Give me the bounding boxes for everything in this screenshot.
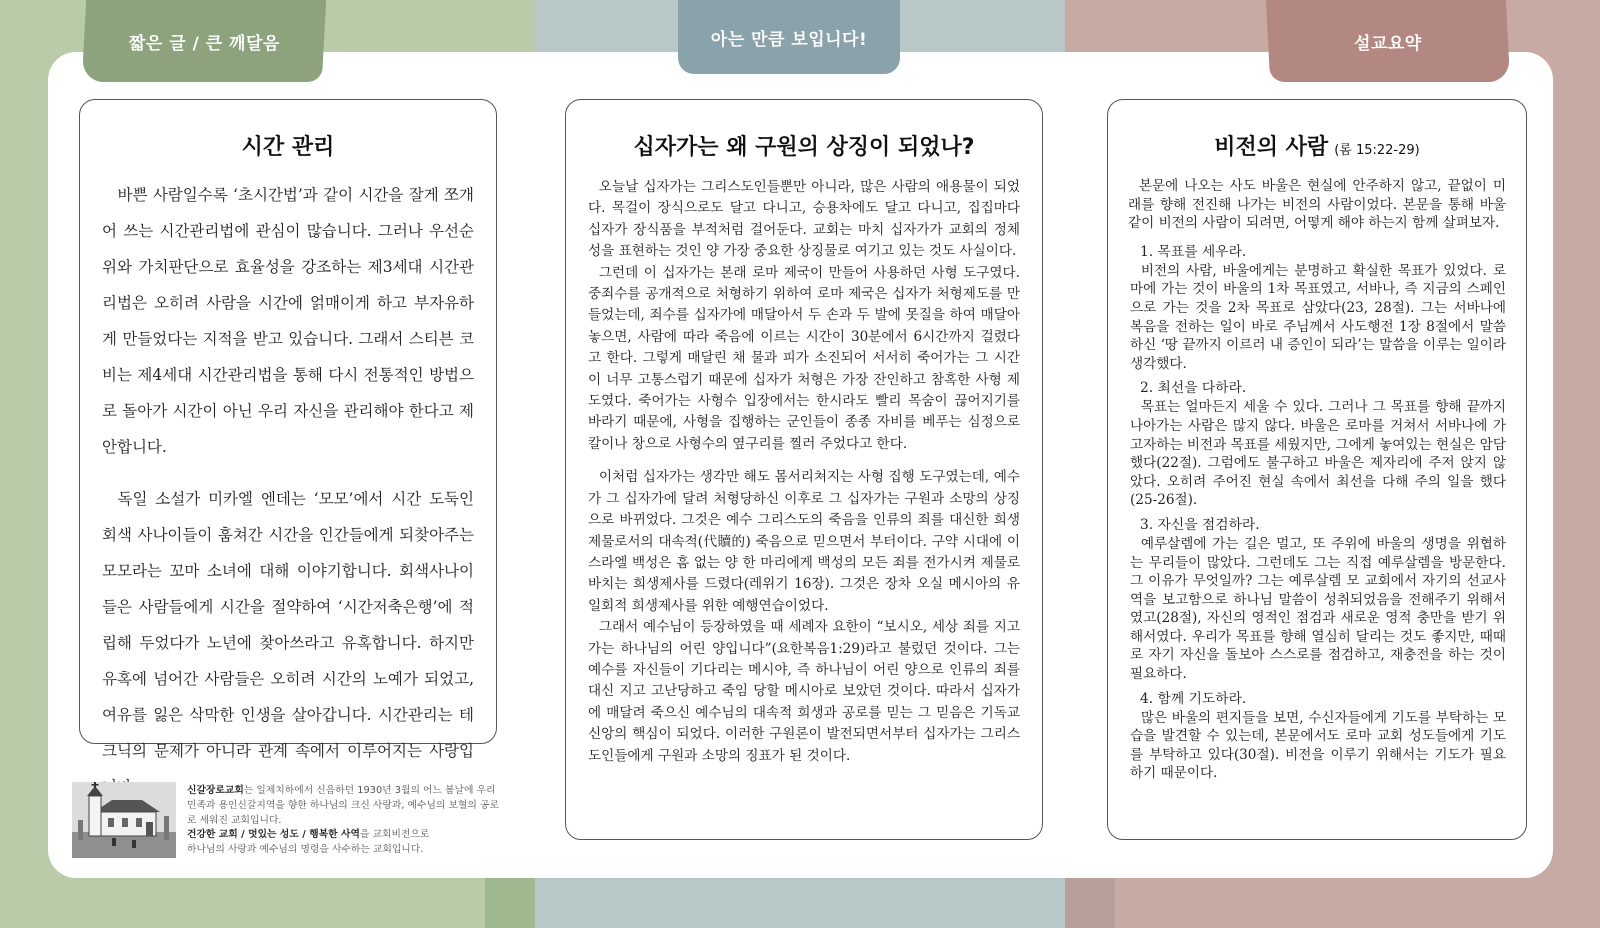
paragraph: 오늘날 십자가는 그리스도인들뿐만 아니라, 많은 사람의 애용물이 되었다. 목걸이 장식으로도 달고 다니고, 승용차에도 달고 다니고, 집집마다 십자가 장식품을 부적처럼 걸어둔다. 교회는 마치 십자가가 교회의 정체성을 표현하는 것인 양 가장 중요한 상징물로 여기고 있는 것도 사실이다.	[588, 179, 1020, 260]
scripture-reference: (롬 15:22-29)	[1334, 143, 1420, 158]
church-closing: 하나님의 사랑과 예수님의 명령을 사수하는 교회입니다.	[187, 844, 424, 856]
church-name: 신갈장로교회	[187, 785, 244, 796]
point-body: 많은 바울의 편지들을 보면, 수신자들에게 기도를 부탁하는 모습을 발견할 수 있는데, 본문에서도 로마 교회 성도들에게 기도를 부탁하고 있다(30절). 비전을 이루기 위해서는 기도가 필요하기 때문이다.	[1130, 709, 1506, 782]
panel-title: 십자가는 왜 구원의 상징이 되었나?	[633, 135, 975, 160]
point-body: 예루살렘에 가는 길은 멀고, 또 주위에 바울의 생명을 위협하는 무리들이 많았다. 그런데도 그는 직접 예루살렘을 방문한다. 그 이유가 무엇일까? 그는 예루살렘 모 교회에서 자기의 선교사역을 보고함으로 하나님 말씀이 성취되었음을 전해주기 위해서였고(28절), 자신의 영적인 점검과 새로운 영적 충만을 받기 위해서였다. 우리가 목표를 향해 열심히 달리는 것도 좋지만, 때때로 자기 자신을 돌보아 스스로를 점검하고, 재충전을 하는 것이 필요하다.	[1130, 535, 1506, 683]
church-motto: 건강한 교회 / 멋있는 성도 / 행복한 사역	[187, 829, 360, 841]
tab-label: 설교요약	[1354, 33, 1422, 54]
point-heading: 3. 자신을 점검하라.	[1140, 516, 1260, 533]
paragraph: 독일 소설가 미카엘 엔데는 ‘모모’에서 시간 도둑인 회색 사나이들이 훔쳐간 시간을 인간들에게 되찾아주는 모모라는 꼬마 소녀에 대해 이야기합니다. 회색사나이들은 사람들에게 시간을 절약하여 ‘시간저축은행’에 적립해 두었다가 노년에 찾아쓰라고 유혹합니다. 하지만 유혹에 넘어간 사람들은 오히려 시간의 노예가 되었고, 여유를 잃은 삭막한 인생을 살아갑니다. 시간관리는 테크닉의 문제가 아니라 관계 속에서 이루어지는 사랑입	[102, 490, 474, 760]
sermon-summary-panel	[1107, 99, 1527, 840]
sermon-intro: 본문에 나오는 사도 바울은 현실에 안주하지 않고, 끝없이 미래를 향해 전진해 나가는 비전의 사람이었다. 본문을 통해 바울같이 비전의 사람이 되려면, 어떻게 해야 하는지 함께 살펴보자.	[1128, 178, 1506, 232]
sermon-title: 비전의 사람	[1214, 135, 1329, 160]
church-history: 는 일제치하에서 신음하던 1930년 3월의 어느 봄날에 우리 민족과 용인신갈지역을 향한 하나님의 크신 사랑과, 예수님의 보혈의 공로로 세워진 교회입니다.	[187, 785, 499, 826]
tab-know-and-see	[678, 0, 900, 74]
tab-label: 아는 만큼 보입니다!	[710, 29, 868, 50]
paragraph: 바쁜 사람일수록 ‘초시간법’과 같이 시간을 잘게 쪼개어 쓰는 시간관리법에 관심이 많습니다. 그러나 우선순위와 가치판단으로 효율성을 강조하는 제3세대 시간관리법은 오히려 사람을 시간에 얽매이게 하고 부자유하게 만들었다는 지적을 받고 있습니다. 그래서 스티븐 코비는 제4세대 시간관리법을 통해 다시 전통적인 방법으로 돌아가 시간이 아닌 우리 자신을 관리해야 한다고 제안합니다.	[102, 186, 474, 456]
background-accent-strip	[1065, 878, 1115, 928]
paragraph-gap	[588, 455, 1020, 467]
paragraph: 그래서 예수님이 등장하였을 때 세례자 요한이 “보시오, 세상 죄를 지고 가는 하나님의 어린 양입니다”(요한복음1:29)라고 불렀던 것이다. 그는 예수를 자신들이 기다리는 메시야, 즉 하나님이 어린 양으로 인류의 죄를 대신 지고 고난당하고 죽임 당할 메시아로 보았던 것이다. 따라서 십자가에 매달려 죽으신 예수님의 대속적 희생과 공로를 믿는 그 믿음은 기독교 신앙의 핵심이 되었다. 이러한 구원론이 발전되면서부터 십자가는 그리스도인들에게 구원과 소망의 징표가 된 것이다.	[588, 619, 1020, 764]
point-body: 비전의 사람, 바울에게는 분명하고 확실한 목표가 있었다. 로마에 가는 것이 바울의 1차 목표였고, 서바나, 즉 지금의 스페인으로 가는 것을 2차 목표로 삼았다(23, 28절). 그는 서바나에 복음을 전하는 일이 바로 주님께서 사도행전 1장 8절에서 말씀하신 ‘땅 끝까지 이르러 내 증인이 되라’는 말씀을 이루는 일이라 생각했다.	[1130, 262, 1506, 372]
panel-title: 시간 관리	[241, 135, 335, 160]
tab-label: 짧은 글 / 큰 깨달음	[128, 33, 280, 54]
time-management-panel	[79, 99, 497, 760]
point-heading: 4. 함께 기도하라.	[1140, 690, 1247, 707]
point-heading: 1. 목표를 세우라.	[1140, 243, 1247, 260]
church-info	[72, 782, 508, 858]
paragraph: 이처럼 십자가는 생각만 해도 몸서리쳐지는 사형 집행 도구였는데, 예수가 그 십자가에 달려 처형당하신 이후로 그 십자가는 구원과 소망의 상징으로 바뀌었다. 그것은 예수 그리스도의 죽음을 인류의 죄를 대신한 희생제물로서의 대속적(代贖的) 죽음으로 믿으면서 부터이다. 구약 시대에 이스라엘 백성은 흠 없는 양 한 마리에게 백성의 모든 죄를 전가시켜 제물로 바치는 희생제사를 드렸다(레위기 16장). 그것은 장차 오실 메시아의 유일회적 희생제사를 위한 예행연습이었다.	[588, 469, 1020, 614]
point-body: 목표는 얼마든지 세울 수 있다. 그러나 그 목표를 향해 끝까지 나아가는 사람은 많지 않다. 바울은 로마를 거쳐서 서바나에 가고자하는 비전과 목표를 세웠지만, 그에게 놓여있는 현실은 암담했다(22절). 그럼에도 불구하고 바울은 제자리에 주저 앉지 않았다. 오히려 주어진 현실 속에서 최선을 다해 주의 일을 했다(25-26절).	[1130, 399, 1506, 509]
tab-sermon-summary	[1266, 0, 1510, 82]
tab-short-writing	[82, 0, 326, 82]
paragraph: 그런데 이 십자가는 본래 로마 제국이 만들어 사용하던 사형 도구였다. 중죄수를 공개적으로 처형하기 위하여 로마 제국은 십자가 처형제도를 만들었는데, 죄수를 십자가에 매달아서 두 손과 두 발에 못질을 하여 매달아 놓으면, 사람에 따라 죽음에 이르는 시간이 30분에서 6시간까지 걸렸다고 한다. 그렇게 매달린 채 물과 피가 소진되어 서서히 죽어가는 그 시간이 너무 고통스럽기 때문에 십자가 처형은 가장 잔인하고 참혹한 사형 제도였다. 죽어가는 사형수 입장에서는 한시라도 빨리 목숨이 끊어지기를 바라기 때문에, 사형을 집행하는 군인들이 종종 자비를 베푸는 심정으로 칼이나 창으로 사형수의 옆구리를 찔러 주었다고 한다.	[588, 264, 1020, 452]
cross-article-panel	[565, 99, 1043, 840]
panel-title	[1128, 130, 1506, 161]
church-photo	[72, 782, 176, 858]
point-heading: 2. 최선을 다하라.	[1140, 380, 1247, 397]
church-motto-suffix: 을 교회비전으로	[360, 829, 430, 841]
background-accent-strip	[485, 878, 535, 928]
church-description	[187, 784, 507, 858]
